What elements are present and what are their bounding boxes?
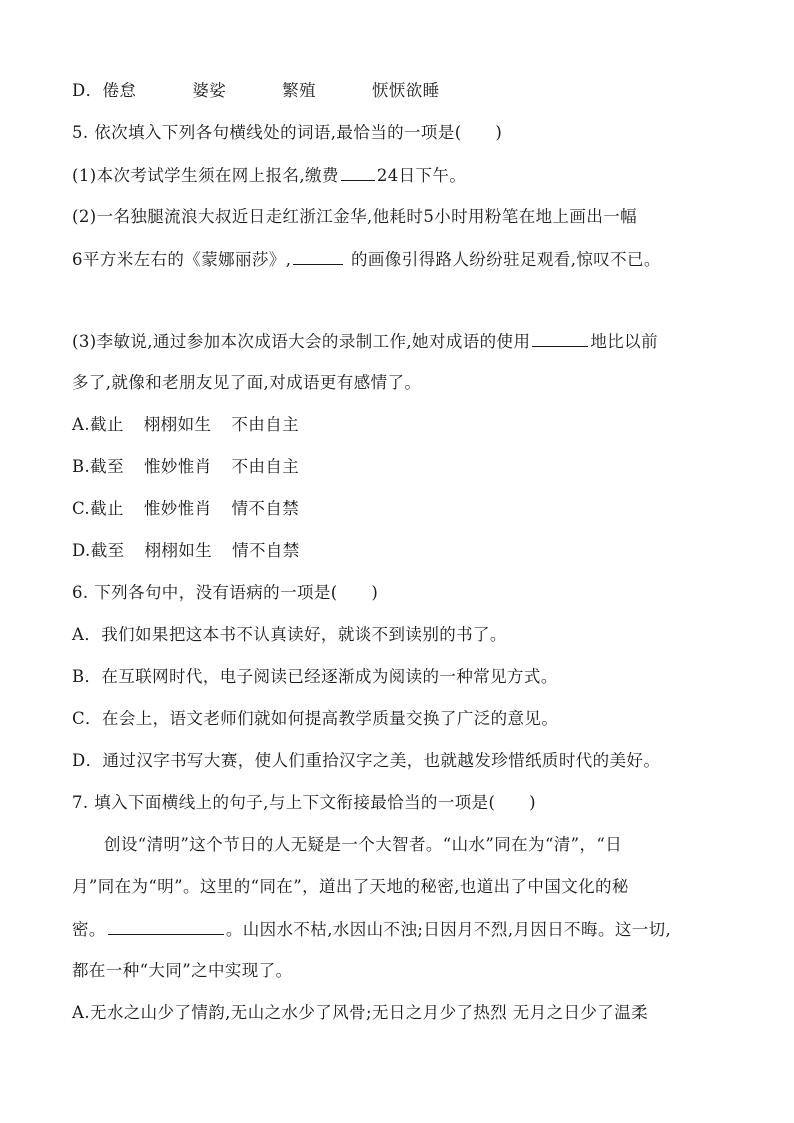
sentence-text: (3)李敏说,通过参加本次成语大会的录制工作,她对成语的使用 [72,332,531,351]
question-5-sentence-2-line-2 [72,248,661,271]
question-5-stem: 5. 依次填入下列各句横线处的词语,最恰当的一项是( ) [72,123,503,142]
question-7-passage-line-4: 都在一种“大同”之中实现了。 [72,961,293,980]
sentence-text: 地比以前 [590,332,658,351]
sentence-text: 6平方米左右的《蒙娜丽莎》, [72,250,292,269]
question-5-option-a [72,414,299,436]
option-word-3: 不由自主 [231,415,299,434]
question-4-option-d [72,80,440,102]
option-label: A. [72,415,90,434]
option-word-1: 倦怠 [102,81,137,100]
option-label: D. [72,541,91,560]
answer-blank [108,918,224,935]
answer-blank [341,164,375,181]
option-word-1: 截至 [90,457,124,476]
question-6-option-a: A．我们如果把这本书不认真读好，就谈不到读别的书了。 [72,625,507,644]
question-6-stem: 6. 下列各句中，没有语病的一项是( ) [72,583,379,602]
question-7-passage-line-3 [72,918,671,941]
question-7-stem: 7. 填入下面横线上的句子,与上下文衔接最恰当的一项是( ) [72,793,537,812]
option-word-3: 情不自禁 [231,499,300,518]
option-label: B. [72,457,91,476]
option-word-2: 惟妙惟肖 [143,499,212,518]
question-5-sentence-2-line-1: (2)一名独腿流浪大叔近日走红浙江金华,他耗时5小时用粉笔在地上画出一幅 [72,207,638,226]
question-6-option-c: C．在会上，语文老师们就如何提高教学质量交换了广泛的意见。 [72,709,559,728]
option-word-4: 恹恹欲睡 [371,81,440,100]
option-label: D． [72,81,103,100]
passage-text: 密。 [72,920,106,939]
question-5-sentence-1 [72,164,466,187]
sentence-text: 24日下午。 [376,166,467,185]
option-word-2: 婆娑 [192,81,227,100]
question-7-passage-line-1: 创设“清明”这个节日的人无疑是一个大智者。“山水”同在为“清”，“日 [104,835,623,854]
option-word-3: 繁殖 [282,81,316,100]
question-5-sentence-3-line-2: 多了,就像和老朋友见了面,对成语更有感情了。 [72,373,422,392]
option-word-2: 惟妙惟肖 [143,457,212,476]
question-5-option-b [72,456,299,478]
question-7-option-a: A.无水之山少了情韵,无山之水少了风骨;无日之月少了热烈 无月之日少了温柔 [72,1003,649,1022]
question-5-option-d [72,540,300,562]
question-6-option-b: B．在互联网时代，电子阅读已经逐渐成为阅读的一种常见方式。 [72,667,558,686]
sentence-text: (1)本次考试学生须在网上报名,缴费 [72,166,339,185]
option-word-1: 截至 [90,541,125,560]
passage-text: 。山因水不枯,水因山不浊;日因月不烈,月因日不晦。这一切, [225,920,672,939]
option-word-3: 不由自主 [231,457,300,476]
question-7-passage-line-2: 月”同在为“明”。这里的“同在”，道出了天地的秘密,也道出了中国文化的秘 [72,877,629,896]
option-word-3: 情不自禁 [232,541,300,560]
question-5-sentence-3-line-1 [72,330,658,353]
option-word-2: 栩栩如生 [143,415,212,434]
option-word-2: 栩栩如生 [144,541,213,560]
question-6-option-d: D．通过汉字书写大赛，使人们重拾汉字之美，也就越发珍惜纸质时代的美好。 [72,751,661,770]
question-5-option-c [72,498,299,520]
answer-blank [532,330,588,347]
sentence-text: 的画像引得路人纷纷驻足观看,惊叹不已。 [345,250,661,269]
option-word-1: 截止 [90,499,124,518]
option-label: C. [72,499,91,518]
answer-blank [293,248,343,265]
option-word-1: 截止 [89,415,124,434]
